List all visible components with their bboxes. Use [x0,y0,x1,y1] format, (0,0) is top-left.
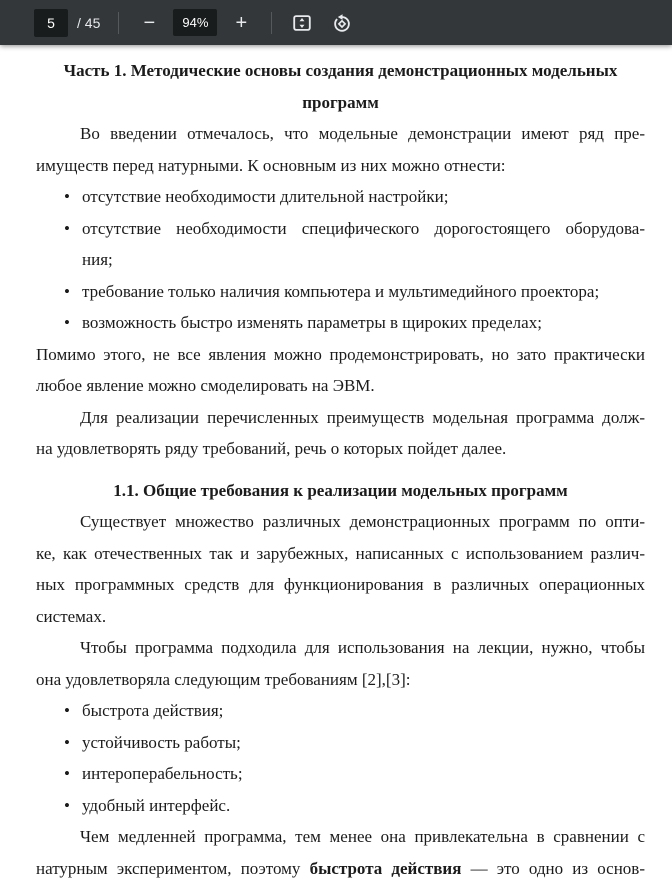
list-item [36,790,645,822]
list-item-text: отсутствие необходимости длительной настройки; [82,187,449,206]
page-count-label: / 45 [77,14,101,31]
chapter-title-line-1: Часть 1. Методические основы создания демонстрационных модельных [63,61,618,80]
list-item-text: удобный интерфейс. [82,795,231,815]
paragraph-line: системах. [36,606,107,626]
paragraph-line: ных программных средств для функционирования в различных операционных [36,575,645,594]
toolbar-divider [271,12,272,34]
rotate-counterclockwise-icon [331,12,353,34]
list-item-continuation: ния; [82,250,113,269]
bullet-icon: • [64,281,70,301]
list-item-text: требование только наличия компьютера и мультимедийного проектора; [82,281,600,301]
zoom-out-button[interactable]: − [137,9,161,37]
paragraph-line: любое явление можно смоделировать на ЭВМ. [36,376,375,395]
zoom-level-value[interactable]: 94% [173,9,217,36]
list-item [36,695,645,727]
paragraph-line: Чем медленней программа, тем менее она привлекательна в сравнении с [80,827,645,846]
toolbar-divider [118,12,119,34]
rotate-counterclockwise-button[interactable] [330,9,354,37]
bullet-icon: • [64,732,70,752]
list-item [36,213,645,245]
list-item [36,758,645,790]
list-item-text: интероперабельность; [82,764,243,783]
paragraph-line: Для реализации перечисленных преимуществ модельная программа долж- [80,407,645,427]
bullet-icon: • [64,795,70,815]
paragraph-line: ке, как отечественных так и зарубежных, написанных с использованием различ- [36,543,645,563]
list-item-text: быстрота действия; [82,701,224,720]
paragraph-line: на удовлетворять ряду требований, речь о которых пойдет далее. [36,439,507,458]
list-item-text: отсутствие необходимости специфического дорогостоящего оборудова- [82,218,645,238]
bullet-icon: • [64,701,70,720]
paragraph-line: Существует множество различных демонстрационных программ по опти- [80,512,645,531]
zoom-in-button[interactable]: + [229,9,253,37]
paragraph-line: Помимо этого, не все явления можно продемонстрировать, но зато практически [36,344,645,364]
chapter-title-line-2: программ [302,92,379,112]
section-heading: 1.1. Общие требования к реализации модельных программ [113,480,568,500]
paragraph-line: она удовлетворяла следующим требованиям [2],[3]: [36,669,411,689]
paragraph-line: Чтобы программа подходила для использования на лекции, нужно, чтобы [80,638,645,657]
paragraph-line: имуществ перед натурными. К основным из них можно отнести: [36,155,506,175]
list-item [36,307,645,339]
fit-to-page-button[interactable] [290,9,314,37]
bullet-icon: • [64,218,70,238]
bullet-icon: • [64,764,70,783]
paragraph-text: — это одно из основ- [461,858,645,878]
paragraph-line [36,853,645,885]
list-item-text: возможность быстро изменять параметры в щироких пределах; [82,313,542,332]
bullet-icon: • [64,313,70,332]
list-item [36,276,645,308]
list-item [36,181,645,213]
list-item [36,727,645,759]
bullet-icon: • [64,187,70,206]
pdf-page[interactable] [0,45,672,896]
fit-to-page-icon [291,12,313,34]
pdf-viewer-toolbar [0,0,672,45]
paragraph-text: натурным экспериментом, поэтому [36,858,310,878]
paragraph-line: Во введении отмечалось, что модельные демонстрации имеют ряд пре- [80,124,645,143]
emphasized-term: быстрота действия [309,858,462,878]
page-number-input[interactable] [34,9,68,37]
list-item-text: устойчивость работы; [82,732,241,752]
